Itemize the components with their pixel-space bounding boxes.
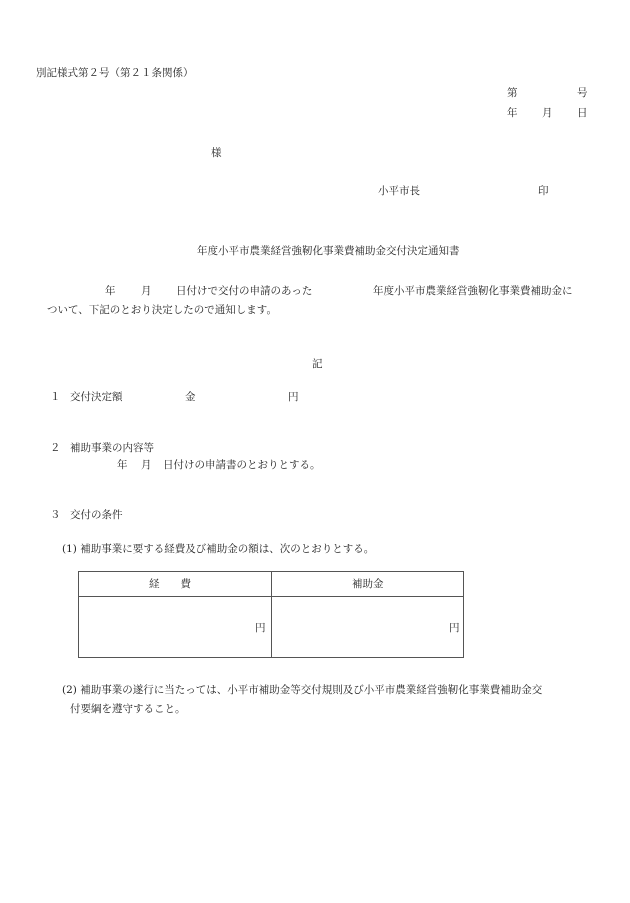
date-day: 日 [577, 107, 588, 119]
condition-2-line2: 付要綱を遵守すること。 [70, 703, 186, 715]
item3-label: 交付の条件 [70, 509, 123, 521]
date-year: 年 [507, 107, 518, 119]
item2-text: 日付けの申請書のとおりとする。 [163, 459, 321, 471]
item3-number: ３ [50, 509, 61, 521]
item2-label: 補助事業の内容等 [70, 442, 154, 454]
ki-heading: 記 [312, 358, 323, 370]
body-line2: ついて、下記のとおり決定したので通知します。 [47, 304, 277, 316]
item1-yen: 円 [288, 391, 299, 403]
item2-month: 月 [141, 459, 152, 471]
condition-2-line1: (2) 補助事業の遂行に当たっては、小平市補助金等交付規則及び小平市農業経営強靭化事業費補助金交 [62, 684, 543, 696]
item2-year: 年 [117, 459, 128, 471]
addressee-suffix: 様 [211, 147, 222, 159]
subsidy-yen: 円 [449, 622, 460, 634]
body-text: 日付けで交付の申請のあった [176, 285, 313, 297]
number-prefix: 第 [507, 87, 518, 99]
header-cost: 経 費 [149, 578, 191, 590]
issuer: 小平市長 [378, 185, 420, 197]
cost-table [78, 571, 464, 658]
header-subsidy: 補助金 [352, 578, 384, 590]
date-month: 月 [542, 107, 553, 119]
item2-number: ２ [50, 442, 61, 454]
document-title: 年度小平市農業経営強靭化事業費補助金交付決定通知書 [197, 245, 460, 257]
body-year: 年 [105, 285, 116, 297]
body-tail: 年度小平市農業経営強靭化事業費補助金に [373, 285, 573, 297]
cost-yen: 円 [255, 622, 266, 634]
form-label: 別記様式第２号（第２１条関係） [36, 67, 194, 79]
seal-mark: 印 [538, 185, 549, 197]
table-column-divider [271, 572, 272, 657]
item1-number: １ [50, 391, 61, 403]
item1-kin: 金 [185, 391, 196, 403]
condition-1: (1) 補助事業に要する経費及び補助金の額は、次のとおりとする。 [62, 543, 375, 555]
body-month: 月 [141, 285, 152, 297]
item1-label: 交付決定額 [70, 391, 123, 403]
number-suffix: 号 [577, 87, 588, 99]
